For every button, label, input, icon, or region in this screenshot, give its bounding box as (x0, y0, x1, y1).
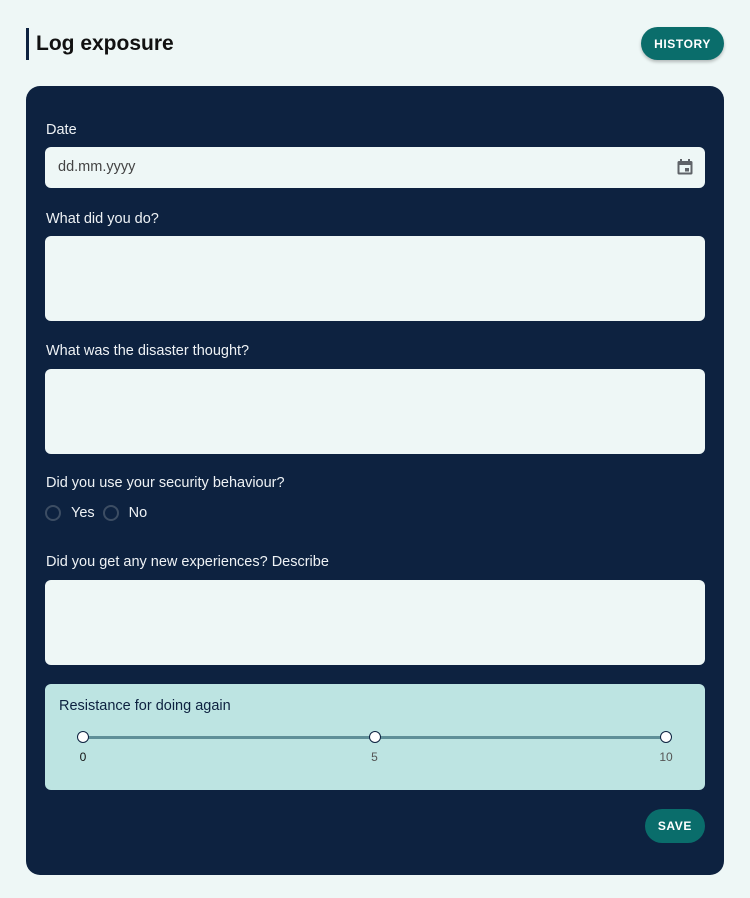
new-experiences-input[interactable] (45, 580, 705, 665)
page-title: Log exposure (36, 32, 174, 55)
title-accent-bar (26, 28, 29, 60)
slider-marker-mid[interactable] (369, 731, 381, 743)
page-header (26, 27, 724, 61)
tick-label-0: 0 (79, 750, 87, 764)
exposure-form-card (26, 86, 724, 875)
what-did-you-do-label: What did you do? (46, 211, 159, 227)
radio-no-label[interactable]: No (128, 505, 148, 521)
security-behaviour-radio-group (45, 503, 155, 523)
radio-no[interactable] (103, 505, 119, 521)
resistance-slider-panel (45, 684, 705, 790)
radio-option-no[interactable] (103, 504, 148, 522)
date-label: Date (46, 122, 77, 138)
calendar-icon[interactable] (676, 158, 694, 176)
what-did-you-do-input[interactable] (45, 236, 705, 321)
new-experiences-label: Did you get any new experiences? Describe (46, 554, 329, 570)
save-button[interactable]: SAVE (645, 809, 705, 843)
disaster-thought-input[interactable] (45, 369, 705, 454)
history-button[interactable]: HISTORY (641, 27, 724, 60)
radio-yes-label[interactable]: Yes (71, 505, 95, 521)
tick-label-5: 5 (371, 750, 378, 764)
radio-option-yes[interactable] (45, 504, 95, 522)
slider-marker-min[interactable] (77, 731, 89, 743)
disaster-thought-label: What was the disaster thought? (46, 343, 250, 359)
slider-marker-max[interactable] (660, 731, 672, 743)
radio-yes[interactable] (45, 505, 61, 521)
tick-label-10: 10 (659, 750, 673, 764)
date-field[interactable] (45, 147, 705, 188)
resistance-label: Resistance for doing again (59, 698, 231, 714)
security-behaviour-label: Did you use your security behaviour? (46, 475, 285, 491)
date-input[interactable]: dd.mm.yyyy (58, 159, 136, 175)
